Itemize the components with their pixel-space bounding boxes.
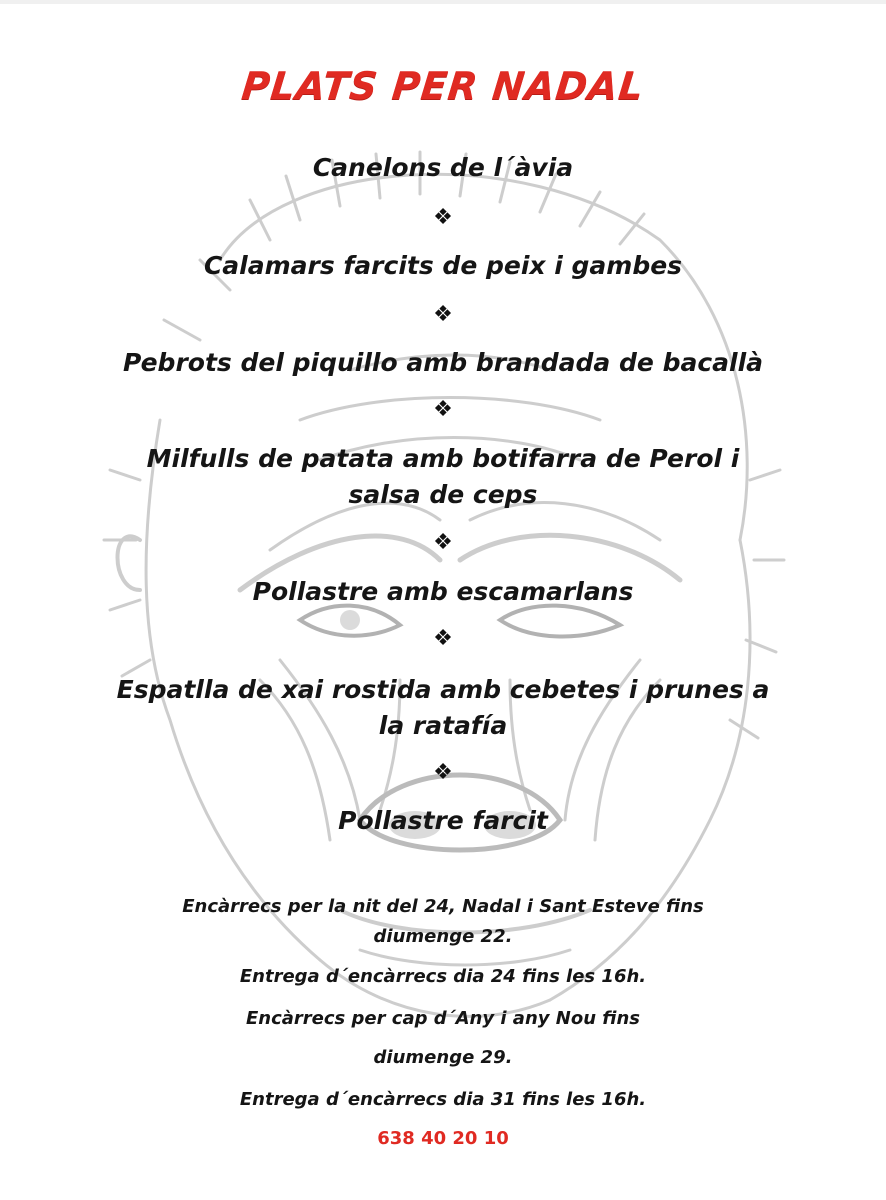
diamond-separator-icon: ❖ [433, 302, 453, 327]
order-note: Encàrrecs per cap d´Any i any Nou fins [246, 1008, 640, 1029]
dish-item: Pollastre amb escamarlans [252, 577, 634, 606]
phone-number: 638 40 20 10 [377, 1128, 509, 1149]
dish-item: Pollastre farcit [338, 806, 548, 835]
order-note: Entrega d´encàrrecs dia 24 fins les 16h. [239, 966, 647, 987]
order-note: Entrega d´encàrrecs dia 31 fins les 16h. [239, 1089, 647, 1110]
top-border [0, 0, 886, 4]
menu-title: PLATS PER NADAL [239, 64, 647, 108]
diamond-separator-icon: ❖ [433, 626, 453, 651]
dish-item: Canelons de l´àvia [312, 153, 574, 182]
dish-item: Pebrots del piquillo amb brandada de bacallà [122, 348, 764, 377]
diamond-separator-icon: ❖ [433, 760, 453, 785]
order-note: Encàrrecs per la nit del 24, Nadal i Sant Esteve fins diumenge 22. [182, 896, 704, 947]
dish-item: Calamars farcits de peix i gambes [203, 251, 683, 280]
dish-item: Milfulls de patata amb botifarra de Perol i salsa de ceps [146, 444, 740, 509]
order-note: diumenge 29. [373, 1047, 513, 1068]
dish-item: Espatlla de xai rostida amb cebetes i prunes a la ratafía [116, 675, 770, 740]
diamond-separator-icon: ❖ [433, 397, 453, 422]
diamond-separator-icon: ❖ [433, 205, 453, 230]
diamond-separator-icon: ❖ [433, 530, 453, 555]
